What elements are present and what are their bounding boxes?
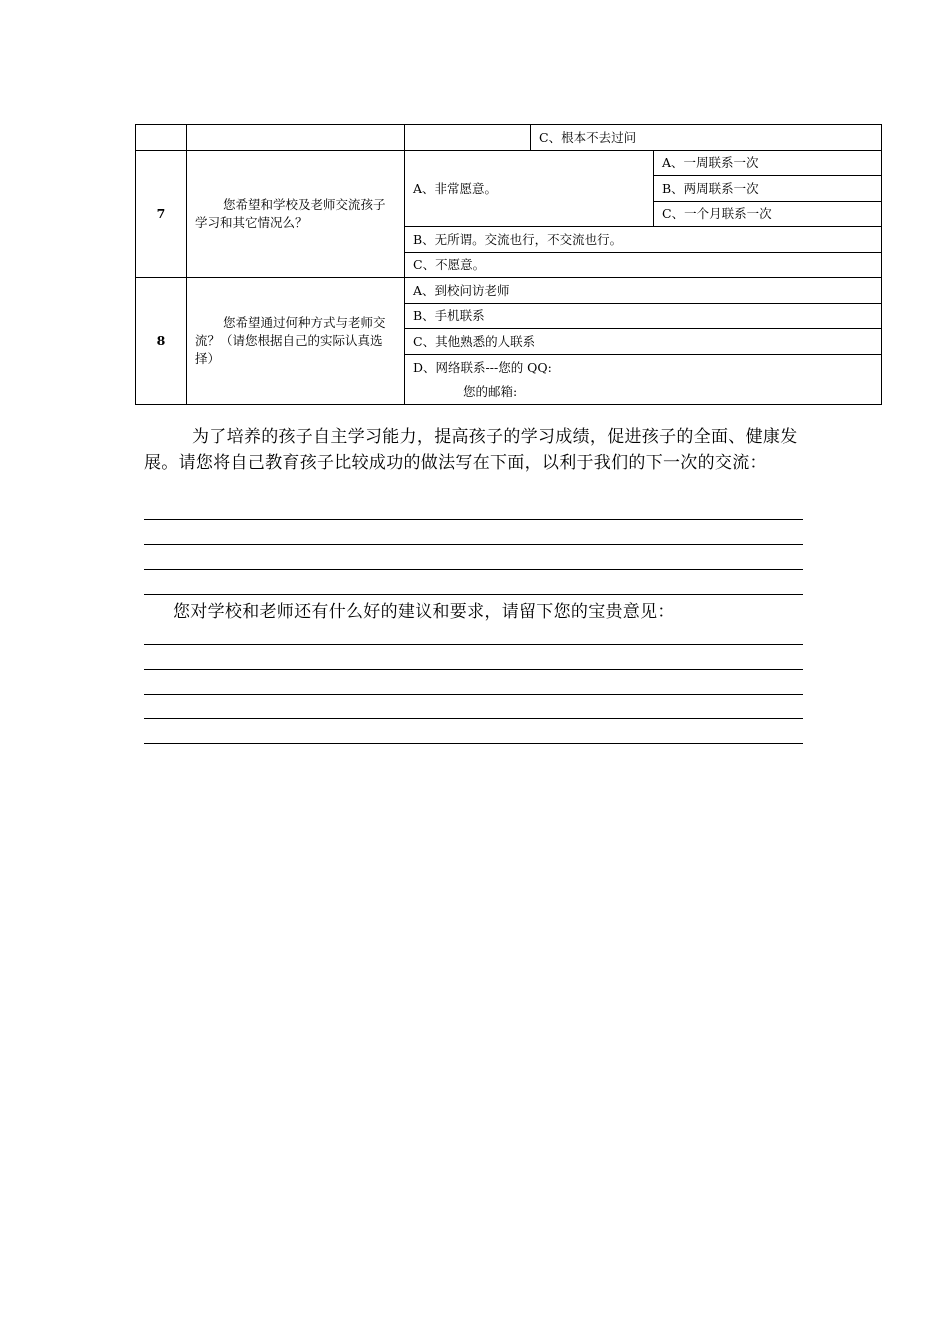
qq-label: D、网络联系---您的 QQ: <box>413 359 552 375</box>
experience-prompt: 为了培养的孩子自主学习能力，提高孩子的学习成绩，促进孩子的全面、健康发展。请您将自己教育孩子比较成功的做法写在下面，以利于我们的下一次的交流： <box>144 427 798 473</box>
option-c-cell <box>531 125 882 151</box>
question-7-option-b: B、无所谓。交流也行，不交流也行。 <box>405 227 882 253</box>
answer-line[interactable] <box>144 594 803 595</box>
question-8-option-a: A、到校问访老师 <box>405 278 882 304</box>
table-row <box>136 125 882 151</box>
question-7-sub-b: B、两周联系一次 <box>654 176 882 202</box>
answer-line[interactable] <box>144 519 803 520</box>
option-c-text: C、根本不去过问 <box>539 129 637 145</box>
suggestion-prompt: 您对学校和老师还有什么好的建议和要求，请留下您的宝贵意见： <box>173 602 675 622</box>
question-8-number: 8 <box>136 278 187 405</box>
answer-line[interactable] <box>144 669 803 670</box>
question-8-option-d <box>405 355 882 405</box>
question-7-text: 您希望和学校及老师交流孩子学习和其它情况么？ <box>187 151 405 278</box>
survey-table <box>135 124 882 405</box>
answer-line[interactable] <box>144 569 803 570</box>
question-7-sub-a: A、一周联系一次 <box>654 151 882 176</box>
number-cell <box>136 125 187 151</box>
answer-line[interactable] <box>144 694 803 695</box>
table-row <box>136 278 882 304</box>
email-label: 您的邮箱: <box>463 383 518 399</box>
question-8-text: 您希望通过何种方式与老师交流？（请您根据自己的实际认真选择） <box>187 278 405 405</box>
answer-line[interactable] <box>144 644 803 645</box>
answer-line[interactable] <box>144 544 803 545</box>
question-7-sub-c: C、一个月联系一次 <box>654 202 882 227</box>
option-cell <box>405 125 531 151</box>
question-7-option-a: A、非常愿意。 <box>405 151 654 227</box>
question-7-option-c: C、不愿意。 <box>405 253 882 278</box>
answer-line[interactable] <box>144 718 803 719</box>
question-8-option-b: B、手机联系 <box>405 304 882 329</box>
question-cell <box>187 125 405 151</box>
answer-line[interactable] <box>144 743 803 744</box>
question-7-number: 7 <box>136 151 187 278</box>
question-8-option-c: C、其他熟悉的人联系 <box>405 329 882 355</box>
table-row <box>136 151 882 176</box>
